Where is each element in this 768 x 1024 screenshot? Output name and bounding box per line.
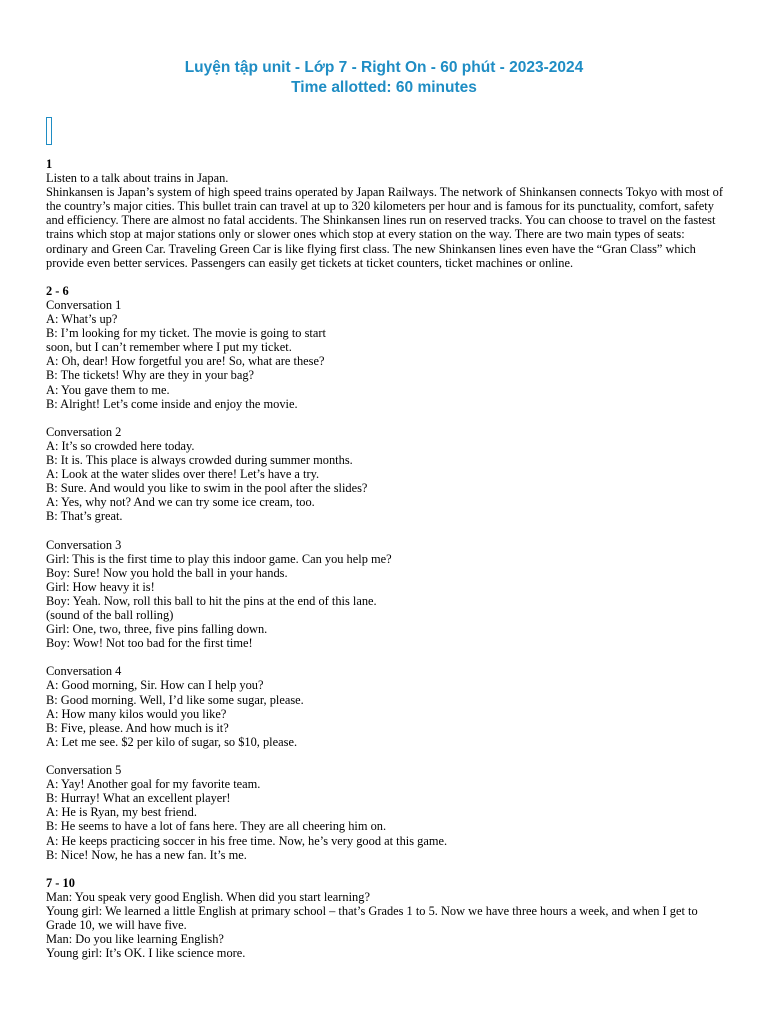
dialogue-line: Boy: Yeah. Now, roll this ball to hit the pins at the end of this lane. [46, 593, 377, 608]
conversation-title: Conversation 1 [46, 297, 122, 312]
dialogue-line: Girl: One, two, three, five pins falling down. [46, 622, 268, 637]
dialogue-line: Girl: This is the first time to play this indoor game. Can you help me? [46, 551, 392, 566]
conversation-title: Conversation 2 [46, 424, 122, 439]
dialogue-line: A: Yay! Another goal for my favorite team. [46, 777, 261, 792]
dialogue-line: B: I’m looking for my ticket. The movie is going to start [46, 326, 326, 341]
dialogue-line: A: Good morning, Sir. How can I help you? [46, 678, 264, 693]
dialogue-line: Man: Do you like learning English? [46, 932, 224, 947]
conversation-3 [46, 538, 724, 651]
dialogue-line: A: How many kilos would you like? [46, 706, 227, 721]
dialogue-line: B: Good morning. Well, I’d like some sugar, please. [46, 692, 304, 707]
dialogue-line: B: Hurray! What an excellent player! [46, 791, 231, 806]
section-1 [46, 157, 724, 270]
dialogue-line: Girl: How heavy it is! [46, 579, 155, 594]
section-intro: Listen to a talk about trains in Japan. [46, 171, 229, 186]
dialogue-line: B: The tickets! Why are they in your bag? [46, 368, 255, 383]
dialogue-line: B: Nice! Now, he has a new fan. It’s me. [46, 847, 247, 862]
dialogue-line: B: Alright! Let’s come inside and enjoy the movie. [46, 396, 298, 411]
dialogue-line: Boy: Sure! Now you hold the ball in your hands. [46, 565, 288, 580]
section-number: 1 [46, 157, 53, 171]
section-text: Shinkansen is Japan’s system of high speed trains operated by Japan Railways. The network of Shinkansen connects Tokyo with most of the country’s major cities. This bullet train can travel at up to 320 kilometers per hour and is famous for its punctuality, comfort, safety and efficiency. There are almost no fatal accidents. The Shinkansen lines run on reserved tracks. You can choose to travel on the fastest trains which stop at major stations only or slower ones which stop at every station on the way. There are two main types of seats: ordinary and Green Car. Traveling Green Car is like flying first class. The new Shinkansen lines even have the “Gran Class” which provide even better services. Passengers can easily get tickets at ticket counters, ticket machines or online. [46, 185, 723, 270]
dialogue-line: A: Let me see. $2 per kilo of sugar, so $10, please. [46, 734, 298, 749]
dialogue-line: A: He is Ryan, my best friend. [46, 805, 197, 820]
dialogue-line: A: He keeps practicing soccer in his free time. Now, he’s very good at this game. [46, 833, 448, 848]
dialogue-line: soon, but I can’t remember where I put my ticket. [46, 340, 292, 355]
dialogue-line: Young girl: It’s OK. I like science more. [46, 946, 246, 961]
text-cursor-box [46, 117, 52, 145]
document-subtitle: Time allotted: 60 minutes [291, 79, 477, 96]
conversation-4 [46, 664, 724, 749]
document-header [0, 58, 768, 98]
section-number: 2 - 6 [46, 283, 69, 298]
conversation-title: Conversation 4 [46, 664, 122, 679]
dialogue-line: A: Oh, dear! How forgetful you are! So, what are these? [46, 354, 325, 369]
dialogue-line: Young girl: We learned a little English at primary school – that’s Grades 1 to 5. Now we have three hours a week, and when I get to Grade 10, we will have five. [46, 903, 698, 933]
document-title: Luyện tập unit - Lớp 7 - Right On - 60 phút - 2023-2024 [184, 59, 584, 76]
section-7-10 [46, 876, 724, 961]
dialogue-line: B: Sure. And would you like to swim in the pool after the slides? [46, 481, 368, 496]
section-2-6 [46, 284, 724, 862]
dialogue-line: Boy: Wow! Not too bad for the first time! [46, 636, 253, 651]
dialogue-line: A: It’s so crowded here today. [46, 438, 195, 453]
dialogue-line: B: Five, please. And how much is it? [46, 720, 229, 735]
dialogue-line: A: What’s up? [46, 312, 118, 327]
dialogue-line: B: He seems to have a lot of fans here. They are all cheering him on. [46, 819, 387, 834]
conversation-2 [46, 425, 724, 524]
conversation-5 [46, 763, 724, 862]
dialogue-line: Man: You speak very good English. When did you start learning? [46, 889, 370, 904]
conversation-title: Conversation 3 [46, 537, 122, 552]
dialogue-line: B: That’s great. [46, 509, 123, 524]
section-number: 7 - 10 [46, 875, 75, 890]
dialogue-line: B: It is. This place is always crowded during summer months. [46, 452, 353, 467]
dialogue-line: A: Look at the water slides over there! Let’s have a try. [46, 467, 320, 482]
dialogue-line: A: You gave them to me. [46, 382, 170, 397]
conversation-title: Conversation 5 [46, 763, 122, 778]
conversation-1 [46, 298, 724, 411]
document-body [46, 157, 724, 960]
dialogue-line: (sound of the ball rolling) [46, 608, 174, 622]
dialogue-line: A: Yes, why not? And we can try some ice cream, too. [46, 495, 315, 510]
